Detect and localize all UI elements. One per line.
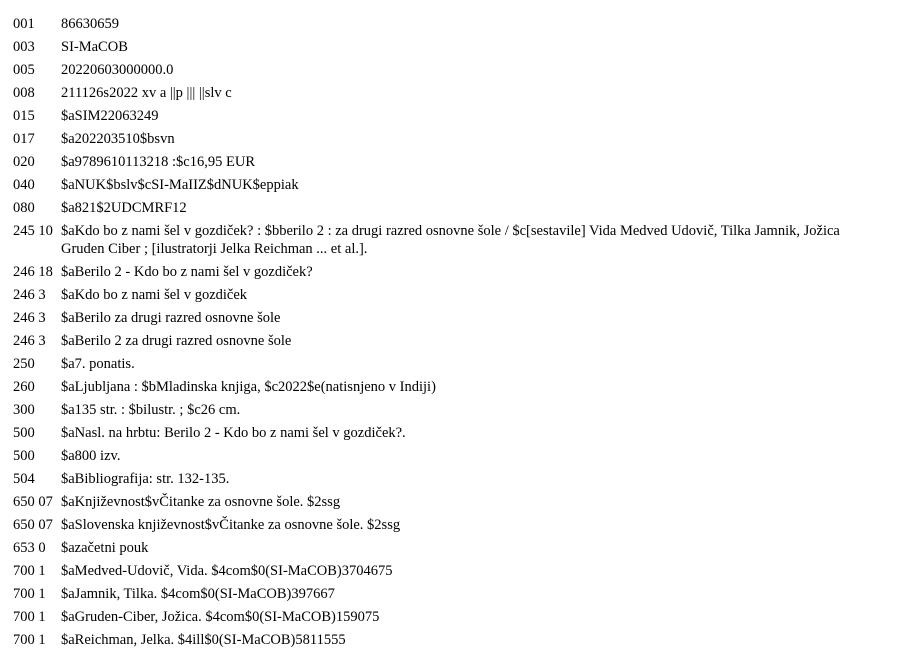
field-tag: 246 18 — [13, 264, 53, 280]
marc-field-246 — [13, 332, 900, 350]
marc-field-700 — [13, 631, 900, 649]
field-tag: 017 — [13, 131, 35, 147]
field-value: 86630659 — [61, 16, 119, 32]
field-tag: 653 0 — [13, 540, 46, 556]
marc-field-700 — [13, 608, 900, 626]
field-value: $aKnjiževnost$vČitanke za osnovne šole. $2ssg — [61, 494, 341, 510]
field-value: $aSlovenska književnost$vČitanke za osnovne šole. $2ssg — [61, 517, 401, 533]
field-tag: 650 07 — [13, 494, 53, 510]
marc-field-246 — [13, 309, 900, 327]
marc-field-500 — [13, 424, 900, 442]
field-tag: 020 — [13, 154, 35, 170]
field-tag: 008 — [13, 85, 35, 101]
field-value: $azačetni pouk — [61, 540, 149, 556]
marc-field-260 — [13, 378, 900, 396]
marc-field-500 — [13, 447, 900, 465]
field-value: $aGruden-Ciber, Jožica. $4com$0(SI-MaCOB)159075 — [61, 609, 380, 625]
marc-field-003 — [13, 38, 900, 56]
field-value: SI-MaCOB — [61, 39, 128, 55]
field-tag: 700 1 — [13, 609, 46, 625]
field-value: $aBerilo 2 - Kdo bo z nami šel v gozdiček? — [61, 264, 313, 280]
field-value: $aSIM22063249 — [61, 108, 159, 124]
field-tag: 250 — [13, 356, 35, 372]
field-tag: 260 — [13, 379, 35, 395]
field-value: $aBerilo za drugi razred osnovne šole — [61, 310, 281, 326]
field-value: 211126s2022 xv a ||p ||| ||slv c — [61, 85, 232, 101]
marc-field-250 — [13, 355, 900, 373]
field-value: $aReichman, Jelka. $4ill$0(SI-MaCOB)5811555 — [61, 632, 346, 648]
field-value: $aBerilo 2 za drugi razred osnovne šole — [61, 333, 292, 349]
field-tag: 700 1 — [13, 563, 46, 579]
field-tag: 245 10 — [13, 223, 53, 239]
marc-field-040 — [13, 176, 900, 194]
field-value: $aMedved-Udovič, Vida. $4com$0(SI-MaCOB)3704675 — [61, 563, 393, 579]
marc-field-245 — [13, 222, 900, 258]
field-tag: 005 — [13, 62, 35, 78]
field-tag: 500 — [13, 425, 35, 441]
field-tag: 700 1 — [13, 632, 46, 648]
marc-field-020 — [13, 153, 900, 171]
field-value: $a202203510$bsvn — [61, 131, 175, 147]
field-tag: 080 — [13, 200, 35, 216]
field-value: $a7. ponatis. — [61, 356, 135, 372]
field-tag: 650 07 — [13, 517, 53, 533]
field-value: $aJamnik, Tilka. $4com$0(SI-MaCOB)397667 — [61, 586, 335, 602]
field-value: $aNasl. na hrbtu: Berilo 2 - Kdo bo z nami šel v gozdiček?. — [61, 425, 406, 441]
field-tag: 246 3 — [13, 333, 46, 349]
field-tag: 001 — [13, 16, 35, 32]
field-tag: 500 — [13, 448, 35, 464]
field-value: $aLjubljana : $bMladinska knjiga, $c2022$e(natisnjeno v Indiji) — [61, 379, 436, 395]
marc-field-015 — [13, 107, 900, 125]
marc-field-650 — [13, 493, 900, 511]
marc-field-246 — [13, 263, 900, 281]
field-tag: 015 — [13, 108, 35, 124]
marc-field-300 — [13, 401, 900, 419]
marc-field-080 — [13, 199, 900, 217]
marc-field-017 — [13, 130, 900, 148]
field-tag: 700 1 — [13, 586, 46, 602]
field-value: $a135 str. : $bilustr. ; $c26 cm. — [61, 402, 241, 418]
field-tag: 300 — [13, 402, 35, 418]
field-tag: 040 — [13, 177, 35, 193]
field-value: $aNUK$bslv$cSI-MaIIZ$dNUK$eppiak — [61, 177, 299, 193]
field-tag: 246 3 — [13, 310, 46, 326]
marc-field-246 — [13, 286, 900, 304]
field-value: $aKdo bo z nami šel v gozdiček? : $bberilo 2 : za drugi razred osnovne šole / $c[sestavile] Vida Medved Udovič, Tilka Jamnik, Jožica Gruden Ciber ; [ilustratorji Jelka Reichman ... et al.]. — [61, 223, 840, 257]
field-value: $a800 izv. — [61, 448, 121, 464]
marc-field-504 — [13, 470, 900, 488]
field-value: $aKdo bo z nami šel v gozdiček — [61, 287, 248, 303]
marc-field-008 — [13, 84, 900, 102]
marc-field-653 — [13, 539, 900, 557]
marc-field-001 — [13, 15, 900, 33]
field-value: $a821$2UDCMRF12 — [61, 200, 187, 216]
field-tag: 003 — [13, 39, 35, 55]
field-tag: 504 — [13, 471, 35, 487]
field-value: $aBibliografija: str. 132-135. — [61, 471, 230, 487]
field-value: $a9789610113218 :$c16,95 EUR — [61, 154, 255, 170]
field-tag: 246 3 — [13, 287, 46, 303]
marc-field-650 — [13, 516, 900, 534]
field-value: 20220603000000.0 — [61, 62, 174, 78]
marc-field-700 — [13, 585, 900, 603]
marc-field-005 — [13, 61, 900, 79]
marc-field-700 — [13, 562, 900, 580]
